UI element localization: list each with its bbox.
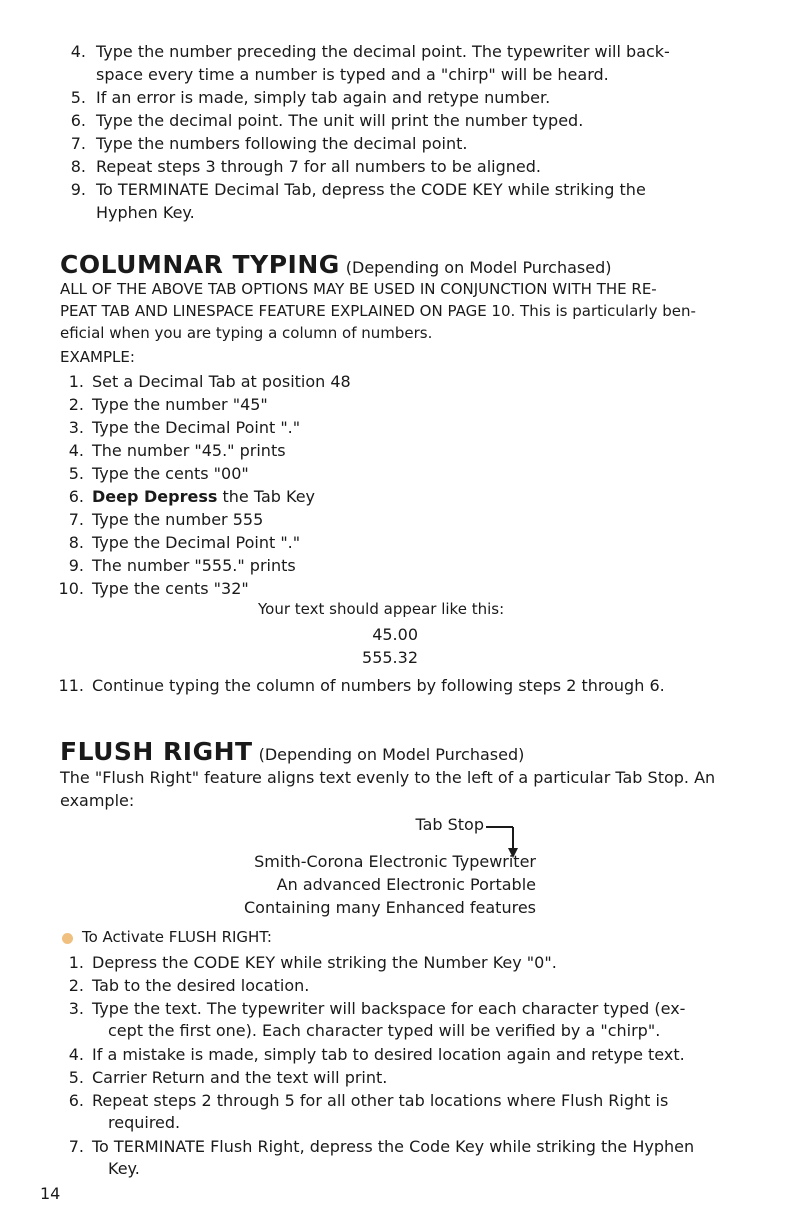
list-item: Set a Decimal Tab at position 48	[92, 372, 351, 391]
list-item: To TERMINATE Decimal Tab, depress the CODE KEY while striking the	[96, 180, 646, 199]
flush-example-line: An advanced Electronic Portable	[276, 875, 536, 894]
list-number: 9.	[68, 556, 84, 575]
list-number: 1.	[68, 953, 84, 972]
list-number: 11.	[58, 676, 84, 695]
list-number: 2.	[68, 395, 84, 414]
list-number: 7.	[70, 134, 86, 153]
list-number: 10.	[58, 579, 84, 598]
list-number: 5.	[68, 464, 84, 483]
emphasis-text: Deep Depress	[92, 487, 218, 506]
list-item	[92, 487, 315, 506]
bullet-icon	[62, 933, 73, 944]
list-number: 5.	[70, 88, 86, 107]
list-item: Type the number 555	[92, 510, 264, 529]
list-number: 5.	[68, 1068, 84, 1087]
list-item: To TERMINATE Flush Right, depress the Code Key while striking the Hyphen	[92, 1137, 695, 1156]
tab-stop-label: Tab Stop	[415, 815, 484, 834]
list-number: 4.	[68, 1045, 84, 1064]
list-number: 7.	[68, 510, 84, 529]
list-item: Carrier Return and the text will print.	[92, 1068, 388, 1087]
list-item: required.	[108, 1113, 181, 1132]
list-item: The number "45." prints	[92, 441, 286, 460]
list-item: Type the text. The typewriter will backspace for each character typed (ex-	[92, 999, 686, 1018]
list-number: 4.	[68, 441, 84, 460]
list-number: 8.	[68, 533, 84, 552]
list-item: If a mistake is made, simply tab to desired location again and retype text.	[92, 1045, 685, 1064]
columnar-heading	[60, 250, 612, 279]
columnar-intro-line: PEAT TAB AND LINESPACE FEATURE EXPLAINED ON PAGE 10. This is particularly ben-	[60, 302, 696, 320]
list-item: Type the number preceding the decimal point. The typewriter will back-	[96, 42, 670, 61]
columnar-title: COLUMNAR TYPING	[60, 250, 340, 279]
page-number: 14	[40, 1184, 61, 1203]
result-value: 45.00	[372, 625, 418, 644]
columnar-subtitle: (Depending on Model Purchased)	[345, 258, 612, 277]
list-number: 4.	[70, 42, 86, 61]
flush-title: FLUSH RIGHT	[60, 737, 253, 766]
list-item: Continue typing the column of numbers by following steps 2 through 6.	[92, 676, 665, 695]
result-value: 555.32	[362, 648, 418, 667]
list-item: The number "555." prints	[92, 556, 296, 575]
flush-heading	[60, 737, 524, 766]
list-item: Depress the CODE KEY while striking the Number Key "0".	[92, 953, 557, 972]
list-item: Type the numbers following the decimal point.	[96, 134, 468, 153]
list-item: Type the Decimal Point "."	[92, 533, 301, 552]
list-number: 6.	[70, 111, 86, 130]
list-item: Type the cents "32"	[92, 579, 249, 598]
list-item: Type the cents "00"	[92, 464, 249, 483]
list-number: 9.	[70, 180, 86, 199]
list-number: 1.	[68, 372, 84, 391]
flush-example-line: Containing many Enhanced features	[244, 898, 536, 917]
list-number: 8.	[70, 157, 86, 176]
columnar-intro-line: eficial when you are typing a column of numbers.	[60, 324, 433, 342]
list-item: Key.	[108, 1159, 140, 1178]
list-number: 6.	[68, 487, 84, 506]
list-number: 6.	[68, 1091, 84, 1110]
activate-label: To Activate FLUSH RIGHT:	[82, 928, 272, 946]
list-item: Repeat steps 2 through 5 for all other tab locations where Flush Right is	[92, 1091, 669, 1110]
list-item: Type the Decimal Point "."	[92, 418, 301, 437]
list-number: 3.	[68, 999, 84, 1018]
list-item: If an error is made, simply tab again and retype number.	[96, 88, 551, 107]
list-number: 3.	[68, 418, 84, 437]
list-number: 2.	[68, 976, 84, 995]
list-item: Type the decimal point. The unit will print the number typed.	[96, 111, 584, 130]
flush-subtitle: (Depending on Model Purchased)	[258, 745, 525, 764]
flush-intro-line: example:	[60, 791, 135, 810]
list-item: Type the number "45"	[92, 395, 268, 414]
list-item-text: the Tab Key	[217, 487, 315, 506]
list-item: Hyphen Key.	[96, 203, 195, 222]
flush-intro-line: The "Flush Right" feature aligns text evenly to the left of a particular Tab Stop. An	[60, 768, 716, 787]
example-label: EXAMPLE:	[60, 348, 135, 366]
flush-example-line: Smith-Corona Electronic Typewriter	[254, 852, 536, 871]
appear-label: Your text should appear like this:	[258, 600, 505, 618]
list-item: Tab to the desired location.	[92, 976, 310, 995]
list-number: 7.	[68, 1137, 84, 1156]
list-item: Repeat steps 3 through 7 for all numbers to be aligned.	[96, 157, 541, 176]
columnar-intro-line: ALL OF THE ABOVE TAB OPTIONS MAY BE USED IN CONJUNCTION WITH THE RE-	[60, 280, 657, 298]
list-item: space every time a number is typed and a "chirp" will be heard.	[96, 65, 609, 84]
list-item: cept the first one). Each character typed will be verified by a "chirp".	[108, 1021, 661, 1040]
